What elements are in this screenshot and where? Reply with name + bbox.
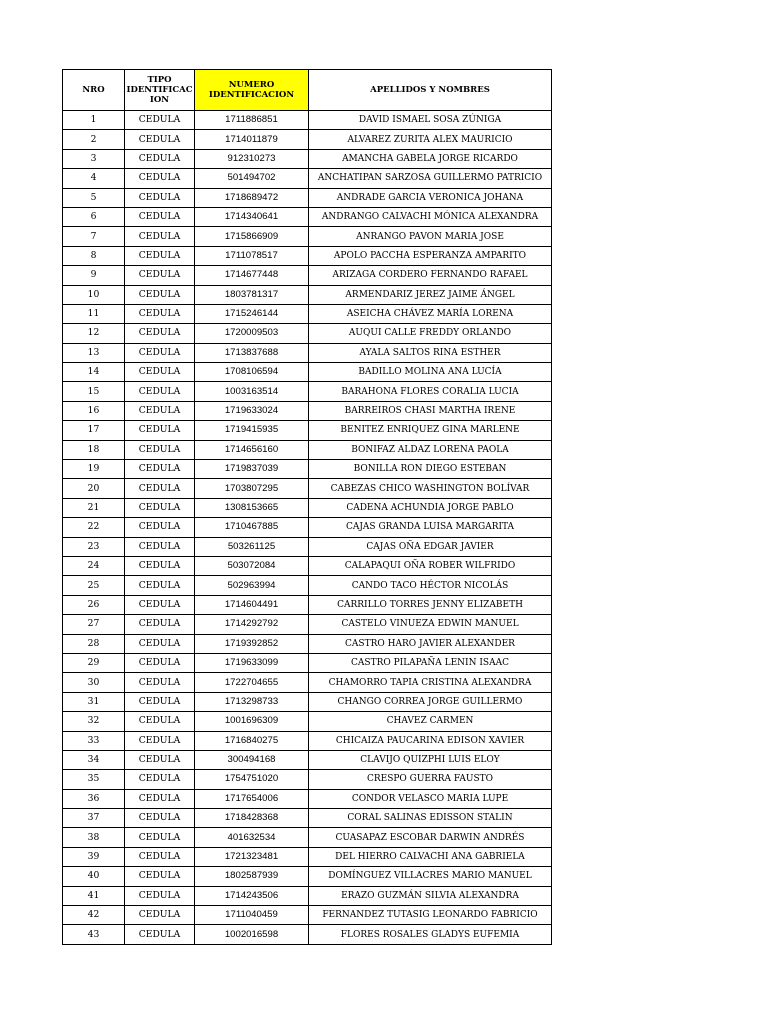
cell-nombre: CAJAS GRANDA LUISA MARGARITA xyxy=(309,518,552,537)
table-row xyxy=(63,266,552,285)
cell-tipo: CEDULA xyxy=(125,343,195,362)
cell-nombre: CARRILLO TORRES JENNY ELIZABETH xyxy=(309,595,552,614)
table-row xyxy=(63,498,552,517)
cell-nro: 31 xyxy=(63,692,125,711)
cell-numero: 1719633099 xyxy=(195,653,309,672)
cell-tipo: CEDULA xyxy=(125,479,195,498)
cell-numero: 1713298733 xyxy=(195,692,309,711)
table-header xyxy=(63,70,552,111)
cell-nombre: CADENA ACHUNDIA JORGE PABLO xyxy=(309,498,552,517)
cell-nombre: AUQUI CALLE FREDDY ORLANDO xyxy=(309,324,552,343)
cell-numero: 1803781317 xyxy=(195,285,309,304)
cell-nombre: CUASAPAZ ESCOBAR DARWIN ANDRÉS xyxy=(309,828,552,847)
cell-nombre: BARREIROS CHASI MARTHA IRENE xyxy=(309,401,552,420)
cell-numero: 503261125 xyxy=(195,537,309,556)
cell-numero: 1713837688 xyxy=(195,343,309,362)
cell-nro: 19 xyxy=(63,460,125,479)
cell-tipo: CEDULA xyxy=(125,304,195,323)
cell-nombre: FERNANDEZ TUTASIG LEONARDO FABRICIO xyxy=(309,906,552,925)
cell-tipo: CEDULA xyxy=(125,111,195,130)
header-nro: NRO xyxy=(63,70,125,111)
cell-nombre: BARAHONA FLORES CORALIA LUCIA xyxy=(309,382,552,401)
cell-tipo: CEDULA xyxy=(125,867,195,886)
cell-numero: 1703807295 xyxy=(195,479,309,498)
table-row xyxy=(63,440,552,459)
table-row xyxy=(63,925,552,944)
cell-numero: 1710467885 xyxy=(195,518,309,537)
header-numero-identificacion: NUMERO IDENTIFICACION xyxy=(195,70,309,111)
cell-numero: 912310273 xyxy=(195,149,309,168)
cell-numero: 1002016598 xyxy=(195,925,309,944)
cell-nombre: FLORES ROSALES GLADYS EUFEMIA xyxy=(309,925,552,944)
table-row xyxy=(63,188,552,207)
cell-numero: 1714340641 xyxy=(195,207,309,226)
cell-tipo: CEDULA xyxy=(125,789,195,808)
table-body xyxy=(63,111,552,945)
table-row xyxy=(63,692,552,711)
cell-tipo: CEDULA xyxy=(125,731,195,750)
cell-nro: 18 xyxy=(63,440,125,459)
cell-nro: 14 xyxy=(63,363,125,382)
header-row xyxy=(63,70,552,111)
cell-nro: 4 xyxy=(63,169,125,188)
cell-nombre: ASEICHA CHÁVEZ MARÍA LORENA xyxy=(309,304,552,323)
cell-tipo: CEDULA xyxy=(125,324,195,343)
cell-tipo: CEDULA xyxy=(125,227,195,246)
cell-numero: 1754751020 xyxy=(195,770,309,789)
cell-tipo: CEDULA xyxy=(125,266,195,285)
cell-nro: 36 xyxy=(63,789,125,808)
cell-nombre: ARIZAGA CORDERO FERNANDO RAFAEL xyxy=(309,266,552,285)
table-row xyxy=(63,149,552,168)
cell-numero: 1711886851 xyxy=(195,111,309,130)
cell-numero: 1721323481 xyxy=(195,847,309,866)
cell-nro: 23 xyxy=(63,537,125,556)
cell-nro: 27 xyxy=(63,615,125,634)
cell-nombre: DEL HIERRO CALVACHI ANA GABRIELA xyxy=(309,847,552,866)
table-row xyxy=(63,867,552,886)
table-row xyxy=(63,537,552,556)
cell-nombre: ANDRADE GARCIA VERONICA JOHANA xyxy=(309,188,552,207)
cell-tipo: CEDULA xyxy=(125,401,195,420)
cell-numero: 1718689472 xyxy=(195,188,309,207)
cell-nombre: CORAL SALINAS EDISSON STALIN xyxy=(309,809,552,828)
table-row xyxy=(63,479,552,498)
cell-nro: 13 xyxy=(63,343,125,362)
cell-tipo: CEDULA xyxy=(125,207,195,226)
cell-tipo: CEDULA xyxy=(125,886,195,905)
cell-nro: 15 xyxy=(63,382,125,401)
cell-nombre: ARMENDARIZ JEREZ JAIME ÁNGEL xyxy=(309,285,552,304)
table-row xyxy=(63,653,552,672)
cell-numero: 1720009503 xyxy=(195,324,309,343)
table-row xyxy=(63,556,552,575)
cell-tipo: CEDULA xyxy=(125,692,195,711)
cell-nro: 22 xyxy=(63,518,125,537)
cell-tipo: CEDULA xyxy=(125,169,195,188)
table-row xyxy=(63,343,552,362)
table-row xyxy=(63,382,552,401)
table-row xyxy=(63,789,552,808)
cell-nro: 17 xyxy=(63,421,125,440)
cell-nro: 5 xyxy=(63,188,125,207)
cell-tipo: CEDULA xyxy=(125,285,195,304)
table-row xyxy=(63,130,552,149)
cell-numero: 1719392852 xyxy=(195,634,309,653)
cell-nro: 33 xyxy=(63,731,125,750)
cell-nro: 40 xyxy=(63,867,125,886)
cell-tipo: CEDULA xyxy=(125,556,195,575)
cell-tipo: CEDULA xyxy=(125,906,195,925)
table-row xyxy=(63,634,552,653)
cell-nro: 7 xyxy=(63,227,125,246)
cell-numero: 1719633024 xyxy=(195,401,309,420)
cell-nro: 21 xyxy=(63,498,125,517)
cell-nombre: DAVID ISMAEL SOSA ZÚNIGA xyxy=(309,111,552,130)
table-row xyxy=(63,285,552,304)
cell-tipo: CEDULA xyxy=(125,518,195,537)
cell-nro: 2 xyxy=(63,130,125,149)
cell-nombre: CHAMORRO TAPIA CRISTINA ALEXANDRA xyxy=(309,673,552,692)
identification-table xyxy=(62,69,552,945)
cell-tipo: CEDULA xyxy=(125,130,195,149)
cell-tipo: CEDULA xyxy=(125,576,195,595)
cell-tipo: CEDULA xyxy=(125,188,195,207)
cell-nombre: CRESPO GUERRA FAUSTO xyxy=(309,770,552,789)
table-row xyxy=(63,886,552,905)
cell-nro: 20 xyxy=(63,479,125,498)
cell-numero: 1711078517 xyxy=(195,246,309,265)
cell-numero: 1719415935 xyxy=(195,421,309,440)
cell-tipo: CEDULA xyxy=(125,925,195,944)
cell-numero: 1716840275 xyxy=(195,731,309,750)
cell-tipo: CEDULA xyxy=(125,673,195,692)
cell-nombre: CABEZAS CHICO WASHINGTON BOLÍVAR xyxy=(309,479,552,498)
cell-numero: 1802587939 xyxy=(195,867,309,886)
cell-nombre: ANRANGO PAVON MARIA JOSE xyxy=(309,227,552,246)
cell-nro: 32 xyxy=(63,712,125,731)
cell-nro: 26 xyxy=(63,595,125,614)
cell-nombre: CONDOR VELASCO MARIA LUPE xyxy=(309,789,552,808)
table-row xyxy=(63,169,552,188)
cell-nro: 1 xyxy=(63,111,125,130)
table-row xyxy=(63,363,552,382)
cell-nombre: ANCHATIPAN SARZOSA GUILLERMO PATRICIO xyxy=(309,169,552,188)
cell-numero: 1722704655 xyxy=(195,673,309,692)
cell-nombre: CHICAIZA PAUCARINA EDISON XAVIER xyxy=(309,731,552,750)
table-row xyxy=(63,615,552,634)
cell-nombre: CALAPAQUI OÑA ROBER WILFRIDO xyxy=(309,556,552,575)
cell-tipo: CEDULA xyxy=(125,440,195,459)
cell-numero: 401632534 xyxy=(195,828,309,847)
cell-tipo: CEDULA xyxy=(125,498,195,517)
cell-numero: 1714011879 xyxy=(195,130,309,149)
cell-nombre: CHAVEZ CARMEN xyxy=(309,712,552,731)
table-row xyxy=(63,246,552,265)
cell-nro: 38 xyxy=(63,828,125,847)
cell-numero: 503072084 xyxy=(195,556,309,575)
cell-nro: 41 xyxy=(63,886,125,905)
cell-tipo: CEDULA xyxy=(125,615,195,634)
cell-nombre: ANDRANGO CALVACHI MÓNICA ALEXANDRA xyxy=(309,207,552,226)
cell-tipo: CEDULA xyxy=(125,421,195,440)
cell-nombre: DOMÍNGUEZ VILLACRES MARIO MANUEL xyxy=(309,867,552,886)
cell-tipo: CEDULA xyxy=(125,246,195,265)
cell-numero: 1001696309 xyxy=(195,712,309,731)
cell-nro: 39 xyxy=(63,847,125,866)
cell-tipo: CEDULA xyxy=(125,537,195,556)
cell-nombre: BONIFAZ ALDAZ LORENA PAOLA xyxy=(309,440,552,459)
cell-nro: 11 xyxy=(63,304,125,323)
cell-tipo: CEDULA xyxy=(125,828,195,847)
cell-tipo: CEDULA xyxy=(125,809,195,828)
cell-nombre: BADILLO MOLINA ANA LUCÍA xyxy=(309,363,552,382)
cell-nro: 16 xyxy=(63,401,125,420)
cell-numero: 1714656160 xyxy=(195,440,309,459)
cell-nombre: BONILLA RON DIEGO ESTEBAN xyxy=(309,460,552,479)
cell-nombre: BENITEZ ENRIQUEZ GINA MARLENE xyxy=(309,421,552,440)
cell-numero: 501494702 xyxy=(195,169,309,188)
cell-numero: 1718428368 xyxy=(195,809,309,828)
cell-numero: 1717654006 xyxy=(195,789,309,808)
cell-nombre: CAJAS OÑA EDGAR JAVIER xyxy=(309,537,552,556)
cell-nombre: APOLO PACCHA ESPERANZA AMPARITO xyxy=(309,246,552,265)
cell-numero: 502963994 xyxy=(195,576,309,595)
cell-nro: 37 xyxy=(63,809,125,828)
cell-nro: 10 xyxy=(63,285,125,304)
table-row xyxy=(63,770,552,789)
cell-numero: 1715246144 xyxy=(195,304,309,323)
cell-nro: 8 xyxy=(63,246,125,265)
table-row xyxy=(63,518,552,537)
cell-tipo: CEDULA xyxy=(125,653,195,672)
table-row xyxy=(63,227,552,246)
cell-numero: 1711040459 xyxy=(195,906,309,925)
cell-nombre: ALVAREZ ZURITA ALEX MAURICIO xyxy=(309,130,552,149)
table-row xyxy=(63,712,552,731)
cell-nro: 34 xyxy=(63,750,125,769)
cell-tipo: CEDULA xyxy=(125,460,195,479)
cell-nro: 42 xyxy=(63,906,125,925)
cell-numero: 1714292792 xyxy=(195,615,309,634)
cell-tipo: CEDULA xyxy=(125,634,195,653)
table-row xyxy=(63,673,552,692)
cell-nombre: CHANGO CORREA JORGE GUILLERMO xyxy=(309,692,552,711)
cell-nro: 12 xyxy=(63,324,125,343)
cell-tipo: CEDULA xyxy=(125,770,195,789)
cell-numero: 300494168 xyxy=(195,750,309,769)
cell-tipo: CEDULA xyxy=(125,595,195,614)
table-row xyxy=(63,304,552,323)
table-row xyxy=(63,828,552,847)
header-tipo-identificacion: TIPO IDENTIFICAC ION xyxy=(125,70,195,111)
table-row xyxy=(63,401,552,420)
table-row xyxy=(63,731,552,750)
table-row xyxy=(63,750,552,769)
cell-nro: 28 xyxy=(63,634,125,653)
cell-nombre: CANDO TACO HÉCTOR NICOLÁS xyxy=(309,576,552,595)
cell-nro: 35 xyxy=(63,770,125,789)
cell-numero: 1714243506 xyxy=(195,886,309,905)
cell-nro: 43 xyxy=(63,925,125,944)
cell-tipo: CEDULA xyxy=(125,363,195,382)
table-row xyxy=(63,460,552,479)
table-row xyxy=(63,809,552,828)
table-row xyxy=(63,111,552,130)
cell-numero: 1714604491 xyxy=(195,595,309,614)
cell-nro: 9 xyxy=(63,266,125,285)
cell-nombre: CLAVIJO QUIZPHI LUIS ELOY xyxy=(309,750,552,769)
cell-nombre: CASTELO VINUEZA EDWIN MANUEL xyxy=(309,615,552,634)
cell-tipo: CEDULA xyxy=(125,847,195,866)
cell-tipo: CEDULA xyxy=(125,712,195,731)
cell-numero: 1719837039 xyxy=(195,460,309,479)
cell-nro: 30 xyxy=(63,673,125,692)
cell-tipo: CEDULA xyxy=(125,750,195,769)
cell-nro: 25 xyxy=(63,576,125,595)
cell-nro: 6 xyxy=(63,207,125,226)
cell-numero: 1708106594 xyxy=(195,363,309,382)
cell-nro: 29 xyxy=(63,653,125,672)
table-row xyxy=(63,576,552,595)
cell-tipo: CEDULA xyxy=(125,149,195,168)
cell-numero: 1308153665 xyxy=(195,498,309,517)
cell-nro: 24 xyxy=(63,556,125,575)
table-row xyxy=(63,595,552,614)
cell-numero: 1714677448 xyxy=(195,266,309,285)
cell-nro: 3 xyxy=(63,149,125,168)
table-row xyxy=(63,906,552,925)
table-row xyxy=(63,207,552,226)
table-row xyxy=(63,847,552,866)
table-row xyxy=(63,421,552,440)
cell-nombre: CASTRO HARO JAVIER ALEXANDER xyxy=(309,634,552,653)
cell-nombre: CASTRO PILAPAÑA LENIN ISAAC xyxy=(309,653,552,672)
cell-numero: 1003163514 xyxy=(195,382,309,401)
table-row xyxy=(63,324,552,343)
cell-nombre: ERAZO GUZMÁN SILVIA ALEXANDRA xyxy=(309,886,552,905)
cell-nombre: AYALA SALTOS RINA ESTHER xyxy=(309,343,552,362)
header-apellidos-nombres: APELLIDOS Y NOMBRES xyxy=(309,70,552,111)
cell-numero: 1715866909 xyxy=(195,227,309,246)
cell-nombre: AMANCHA GABELA JORGE RICARDO xyxy=(309,149,552,168)
cell-tipo: CEDULA xyxy=(125,382,195,401)
